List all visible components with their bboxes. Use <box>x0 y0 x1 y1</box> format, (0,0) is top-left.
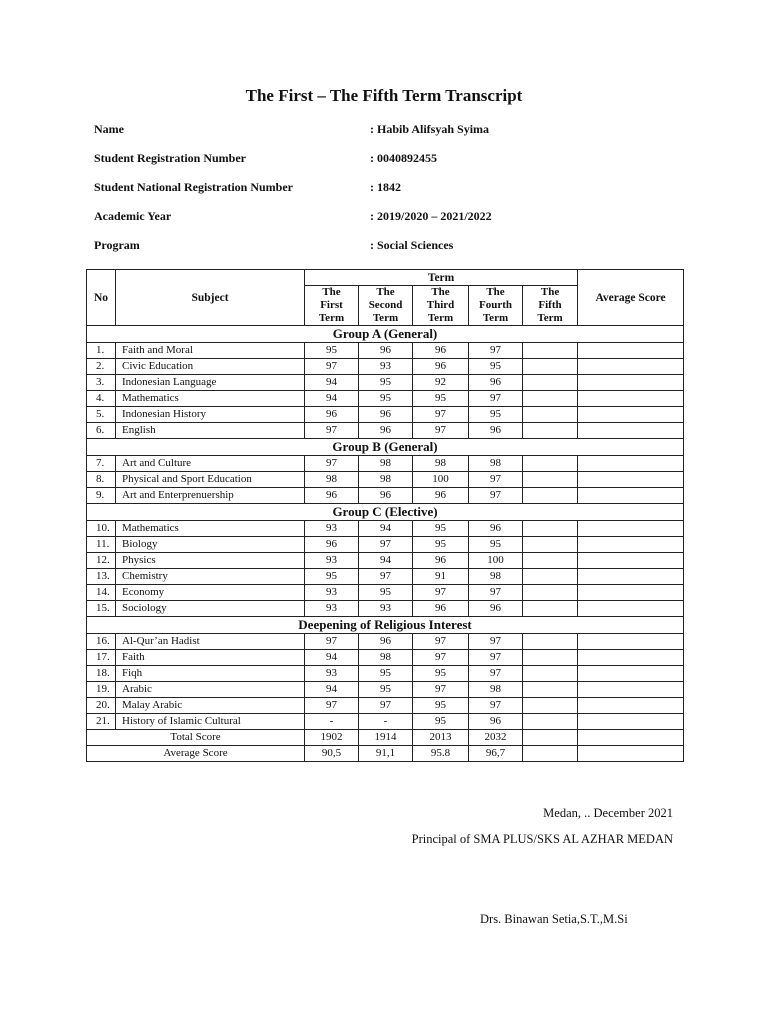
term-score: 95 <box>413 714 469 730</box>
term-score: 96 <box>413 601 469 617</box>
term-score: 96 <box>305 537 359 553</box>
average-score <box>578 698 684 714</box>
term-score: 94 <box>359 521 413 537</box>
term-score: 93 <box>359 601 413 617</box>
term-score <box>523 472 578 488</box>
summary-score: 1902 <box>305 730 359 746</box>
subject-name: Art and Culture <box>116 456 305 472</box>
header-average-score: Average Score <box>578 270 684 326</box>
term-score: 96 <box>359 343 413 359</box>
term-score: 96 <box>469 423 523 439</box>
term-score: 97 <box>305 456 359 472</box>
row-number: 12. <box>87 553 116 569</box>
term-score: - <box>359 714 413 730</box>
term-score: 95 <box>305 569 359 585</box>
table-row <box>87 472 684 488</box>
term-score: 93 <box>305 585 359 601</box>
term-score: 97 <box>413 407 469 423</box>
header-term-line: The <box>376 286 395 298</box>
header-fifth-term <box>523 286 578 326</box>
page-title: The First – The Fifth Term Transcript <box>245 86 523 105</box>
term-score: 95 <box>413 698 469 714</box>
summary-score: 2013 <box>413 730 469 746</box>
group-header-row <box>87 504 684 521</box>
header-no: No <box>87 270 116 326</box>
term-score: 96 <box>359 634 413 650</box>
table-row <box>87 569 684 585</box>
average-score <box>578 553 684 569</box>
term-score: 98 <box>469 569 523 585</box>
table-row <box>87 585 684 601</box>
info-row-academic-year <box>94 209 694 238</box>
transcript-body <box>87 326 684 762</box>
term-score: 95 <box>413 666 469 682</box>
header-term-line: Fifth <box>538 299 562 311</box>
info-value: : 1842 <box>370 180 401 194</box>
table-row <box>87 634 684 650</box>
average-score <box>578 407 684 423</box>
term-score: 97 <box>305 634 359 650</box>
term-score: 97 <box>469 666 523 682</box>
term-score: 95 <box>413 537 469 553</box>
row-number: 7. <box>87 456 116 472</box>
term-score: 94 <box>305 375 359 391</box>
info-label: Academic Year <box>94 209 172 223</box>
info-value: : 0040892455 <box>370 151 437 165</box>
summary-score <box>523 730 578 746</box>
term-score: 93 <box>305 601 359 617</box>
summary-score: 1914 <box>359 730 413 746</box>
table-row <box>87 423 684 439</box>
subject-name: Mathematics <box>116 521 305 537</box>
term-score: 97 <box>469 391 523 407</box>
row-number: 1. <box>87 343 116 359</box>
info-label: Name <box>94 122 124 136</box>
summary-average <box>578 746 684 762</box>
term-score: 98 <box>359 472 413 488</box>
row-number: 17. <box>87 650 116 666</box>
term-score: 91 <box>413 569 469 585</box>
header-third-term <box>413 286 469 326</box>
term-score: 97 <box>413 650 469 666</box>
group-title: Deepening of Religious Interest <box>87 617 684 634</box>
subject-name: Faith <box>116 650 305 666</box>
term-score: 95 <box>413 391 469 407</box>
term-score: 97 <box>469 472 523 488</box>
subject-name: Biology <box>116 537 305 553</box>
group-title: Group A (General) <box>87 326 684 343</box>
table-row <box>87 391 684 407</box>
table-row <box>87 521 684 537</box>
subject-name: Faith and Moral <box>116 343 305 359</box>
term-score: 94 <box>305 391 359 407</box>
row-number: 16. <box>87 634 116 650</box>
header-subject: Subject <box>116 270 305 326</box>
term-score <box>523 634 578 650</box>
subject-name: Mathematics <box>116 391 305 407</box>
average-score <box>578 472 684 488</box>
row-number: 4. <box>87 391 116 407</box>
term-score: - <box>305 714 359 730</box>
average-score <box>578 585 684 601</box>
term-score: 97 <box>413 634 469 650</box>
term-score <box>523 714 578 730</box>
term-score: 97 <box>359 537 413 553</box>
summary-score <box>523 746 578 762</box>
summary-score: 95.8 <box>413 746 469 762</box>
term-score: 96 <box>469 521 523 537</box>
term-score: 97 <box>359 698 413 714</box>
average-score <box>578 569 684 585</box>
info-value: : 2019/2020 – 2021/2022 <box>370 209 492 223</box>
term-score: 96 <box>469 375 523 391</box>
table-row <box>87 666 684 682</box>
term-score: 98 <box>359 650 413 666</box>
header-term-line: The <box>540 286 560 298</box>
term-score: 97 <box>469 585 523 601</box>
term-score <box>523 521 578 537</box>
term-score <box>523 601 578 617</box>
subject-name: Art and Enterprenuership <box>116 488 305 504</box>
subject-name: Indonesian History <box>116 407 305 423</box>
summary-label: Average Score <box>87 746 305 762</box>
average-score <box>578 488 684 504</box>
term-score <box>523 391 578 407</box>
term-score: 98 <box>359 456 413 472</box>
term-score <box>523 682 578 698</box>
term-score: 97 <box>413 682 469 698</box>
row-number: 3. <box>87 375 116 391</box>
term-score: 94 <box>359 553 413 569</box>
term-score: 97 <box>413 423 469 439</box>
term-score <box>523 359 578 375</box>
row-number: 2. <box>87 359 116 375</box>
term-score: 97 <box>469 488 523 504</box>
average-score-row <box>87 746 684 762</box>
term-score <box>523 343 578 359</box>
info-row-registration <box>94 151 694 180</box>
row-number: 21. <box>87 714 116 730</box>
student-info <box>94 122 694 267</box>
info-label: Program <box>94 238 140 252</box>
header-term: Term <box>305 270 578 286</box>
average-score <box>578 682 684 698</box>
row-number: 6. <box>87 423 116 439</box>
header-term-line: First <box>320 299 343 311</box>
term-score: 92 <box>413 375 469 391</box>
row-number: 11. <box>87 537 116 553</box>
term-score: 97 <box>469 343 523 359</box>
table-row <box>87 537 684 553</box>
row-number: 13. <box>87 569 116 585</box>
term-score: 96 <box>469 714 523 730</box>
summary-score: 96,7 <box>469 746 523 762</box>
term-score <box>523 375 578 391</box>
average-score <box>578 343 684 359</box>
info-label: Student National Registration Number <box>94 180 294 194</box>
group-title: Group B (General) <box>87 439 684 456</box>
subject-name: Malay Arabic <box>116 698 305 714</box>
header-term-line: The <box>322 286 341 298</box>
term-score: 96 <box>305 488 359 504</box>
term-score <box>523 537 578 553</box>
group-header-row <box>87 326 684 343</box>
term-score: 96 <box>469 601 523 617</box>
subject-name: History of Islamic Cultural <box>116 714 305 730</box>
average-score <box>578 601 684 617</box>
table-row <box>87 650 684 666</box>
row-number: 18. <box>87 666 116 682</box>
summary-score: 90,5 <box>305 746 359 762</box>
table-row <box>87 375 684 391</box>
term-score: 96 <box>359 423 413 439</box>
table-row <box>87 359 684 375</box>
term-score: 93 <box>305 553 359 569</box>
table-row <box>87 488 684 504</box>
term-score: 95 <box>359 585 413 601</box>
term-score: 96 <box>413 343 469 359</box>
average-score <box>578 650 684 666</box>
row-number: 8. <box>87 472 116 488</box>
term-score: 96 <box>413 359 469 375</box>
term-score: 96 <box>359 488 413 504</box>
subject-name: Physics <box>116 553 305 569</box>
term-score: 97 <box>413 585 469 601</box>
header-term-line: Term <box>318 312 345 324</box>
subject-name: Chemistry <box>116 569 305 585</box>
average-score <box>578 537 684 553</box>
average-score <box>578 456 684 472</box>
transcript-table <box>86 269 684 762</box>
term-score: 94 <box>305 650 359 666</box>
document-date: Medan, .. December 2021 <box>543 806 673 820</box>
term-score: 93 <box>305 521 359 537</box>
info-row-program <box>94 238 694 267</box>
average-score <box>578 666 684 682</box>
term-score: 96 <box>359 407 413 423</box>
header-first-term <box>305 286 359 326</box>
signatory-name: Drs. Binawan Setia,S.T.,M.Si <box>480 912 628 926</box>
term-score: 93 <box>359 359 413 375</box>
term-score: 97 <box>305 359 359 375</box>
header-term-line: Term <box>537 312 563 324</box>
header-term-line: Fourth <box>479 299 512 311</box>
table-row <box>87 682 684 698</box>
group-header-row <box>87 617 684 634</box>
term-score <box>523 423 578 439</box>
summary-average <box>578 730 684 746</box>
header-term-line: The <box>431 286 450 298</box>
table-row <box>87 343 684 359</box>
average-score <box>578 714 684 730</box>
row-number: 20. <box>87 698 116 714</box>
term-score <box>523 698 578 714</box>
average-score <box>578 521 684 537</box>
term-score: 93 <box>305 666 359 682</box>
row-number: 15. <box>87 601 116 617</box>
table-row <box>87 456 684 472</box>
subject-name: Sociology <box>116 601 305 617</box>
term-score: 97 <box>359 569 413 585</box>
group-header-row <box>87 439 684 456</box>
term-score: 95 <box>469 359 523 375</box>
term-score: 96 <box>305 407 359 423</box>
term-score: 98 <box>469 456 523 472</box>
summary-score: 91,1 <box>359 746 413 762</box>
row-number: 9. <box>87 488 116 504</box>
term-score: 97 <box>469 650 523 666</box>
summary-score: 2032 <box>469 730 523 746</box>
info-label: Student Registration Number <box>94 151 246 165</box>
total-score-row <box>87 730 684 746</box>
term-score: 95 <box>413 521 469 537</box>
row-number: 10. <box>87 521 116 537</box>
average-score <box>578 391 684 407</box>
row-number: 14. <box>87 585 116 601</box>
principal-title: Principal of SMA PLUS/SKS AL AZHAR MEDAN <box>411 832 673 846</box>
term-score <box>523 456 578 472</box>
average-score <box>578 359 684 375</box>
average-score <box>578 423 684 439</box>
term-score <box>523 585 578 601</box>
subject-name: Civic Education <box>116 359 305 375</box>
header-term-line: Term <box>482 312 509 324</box>
table-row <box>87 714 684 730</box>
group-title: Group C (Elective) <box>87 504 684 521</box>
subject-name: Physical and Sport Education <box>116 472 305 488</box>
term-score: 100 <box>413 472 469 488</box>
header-fourth-term <box>469 286 523 326</box>
table-row <box>87 601 684 617</box>
term-score: 98 <box>469 682 523 698</box>
header-term-line: Term <box>372 312 399 324</box>
row-number: 5. <box>87 407 116 423</box>
term-score: 95 <box>359 666 413 682</box>
term-score: 94 <box>305 682 359 698</box>
term-score: 95 <box>359 375 413 391</box>
term-score <box>523 407 578 423</box>
term-score: 97 <box>469 634 523 650</box>
row-number: 19. <box>87 682 116 698</box>
term-score: 95 <box>305 343 359 359</box>
term-score: 97 <box>305 698 359 714</box>
subject-name: Al-Qur’an Hadist <box>116 634 305 650</box>
term-score: 97 <box>469 698 523 714</box>
info-value: : Social Sciences <box>370 238 454 252</box>
term-score: 100 <box>469 553 523 569</box>
subject-name: Arabic <box>116 682 305 698</box>
table-row <box>87 698 684 714</box>
term-score: 95 <box>469 407 523 423</box>
info-value: : Habib Alifsyah Syima <box>370 122 490 136</box>
header-term-line: The <box>486 286 505 298</box>
header-term-line: Term <box>427 312 454 324</box>
average-score <box>578 634 684 650</box>
info-row-national-registration <box>94 180 694 209</box>
table-row <box>87 553 684 569</box>
term-score: 95 <box>359 682 413 698</box>
subject-name: Indonesian Language <box>116 375 305 391</box>
term-score <box>523 666 578 682</box>
term-score <box>523 553 578 569</box>
term-score: 96 <box>413 553 469 569</box>
subject-name: Fiqh <box>116 666 305 682</box>
summary-label: Total Score <box>87 730 305 746</box>
header-term-line: Third <box>426 299 455 311</box>
info-row-name <box>94 122 694 151</box>
term-score: 98 <box>305 472 359 488</box>
header-second-term <box>359 286 413 326</box>
term-score: 95 <box>359 391 413 407</box>
table-row <box>87 407 684 423</box>
header-term-line: Second <box>368 299 403 311</box>
term-score <box>523 488 578 504</box>
subject-name: Economy <box>116 585 305 601</box>
average-score <box>578 375 684 391</box>
term-score: 97 <box>305 423 359 439</box>
term-score: 96 <box>413 488 469 504</box>
term-score <box>523 569 578 585</box>
term-score: 98 <box>413 456 469 472</box>
term-score <box>523 650 578 666</box>
subject-name: English <box>116 423 305 439</box>
term-score: 95 <box>469 537 523 553</box>
